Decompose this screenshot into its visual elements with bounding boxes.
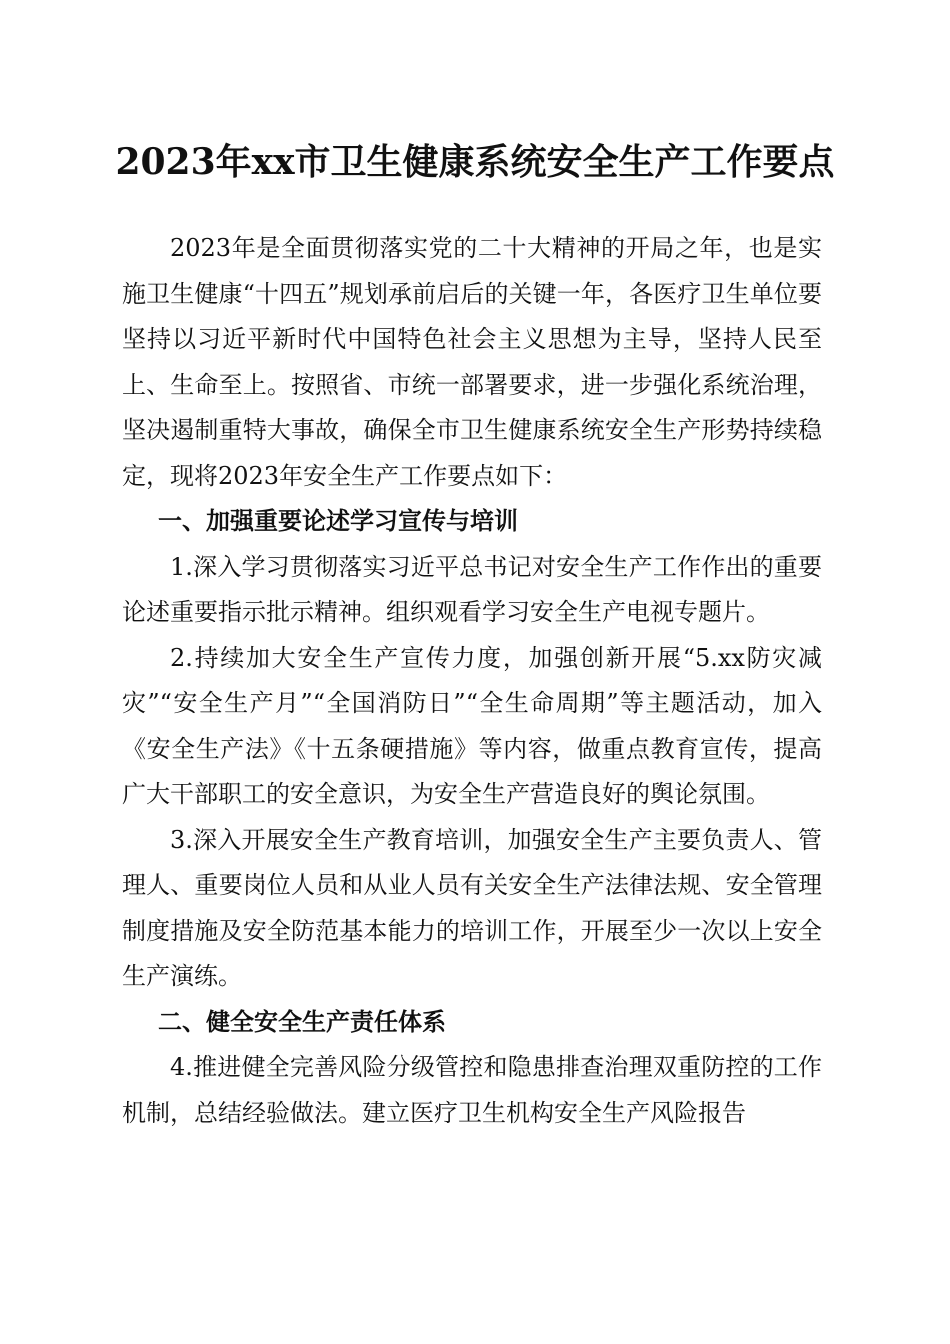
section-heading-1: 一、加强重要论述学习宣传与培训: [158, 507, 518, 535]
item-paragraph-3: 3.深入开展安全生产教育培训，加强安全生产主要负责人、管理人、重要岗位人员和从业人员有关安全生产法律法规、安全管理制度措施及安全防范基本能力的培训工作，开展至少一次以上安全生产演练。: [122, 825, 822, 990]
item-paragraph-4: 4.推进健全完善风险分级管控和隐患排查治理双重防控的工作机制，总结经验做法。建立医疗卫生机构安全生产风险报告: [122, 1053, 822, 1127]
section-heading-2: 二、健全安全生产责任体系: [158, 1007, 446, 1036]
document-body: [122, 226, 822, 1136]
item-paragraph-2: 2.持续加大安全生产宣传力度，加强创新开展“5.xx防灾减灾”“安全生产月”“全国消防日”“全生命周期”等主题活动，加入《安全生产法》《十五条硬措施》等内容，做重点教育宣传，提高广大干部职工的安全意识，为安全生产营造良好的舆论氛围。: [122, 643, 822, 808]
intro-paragraph: 2023年是全面贯彻落实党的二十大精神的开局之年，也是实施卫生健康“十四五”规划承前启后的关键一年，各医疗卫生单位要坚持以习近平新时代中国特色社会主义思想为主导，坚持人民至上、生命至上。按照省、市统一部署要求，进一步强化系统治理，坚决遏制重特大事故，确保全市卫生健康系统安全生产形势持续稳定，现将2023年安全生产工作要点如下：: [122, 234, 822, 490]
document-title: 2023年xx市卫生健康系统安全生产工作要点: [115, 141, 835, 183]
item-paragraph-1: 1.深入学习贯彻落实习近平总书记对安全生产工作作出的重要论述重要指示批示精神。组织观看学习安全生产电视专题片。: [122, 552, 822, 626]
